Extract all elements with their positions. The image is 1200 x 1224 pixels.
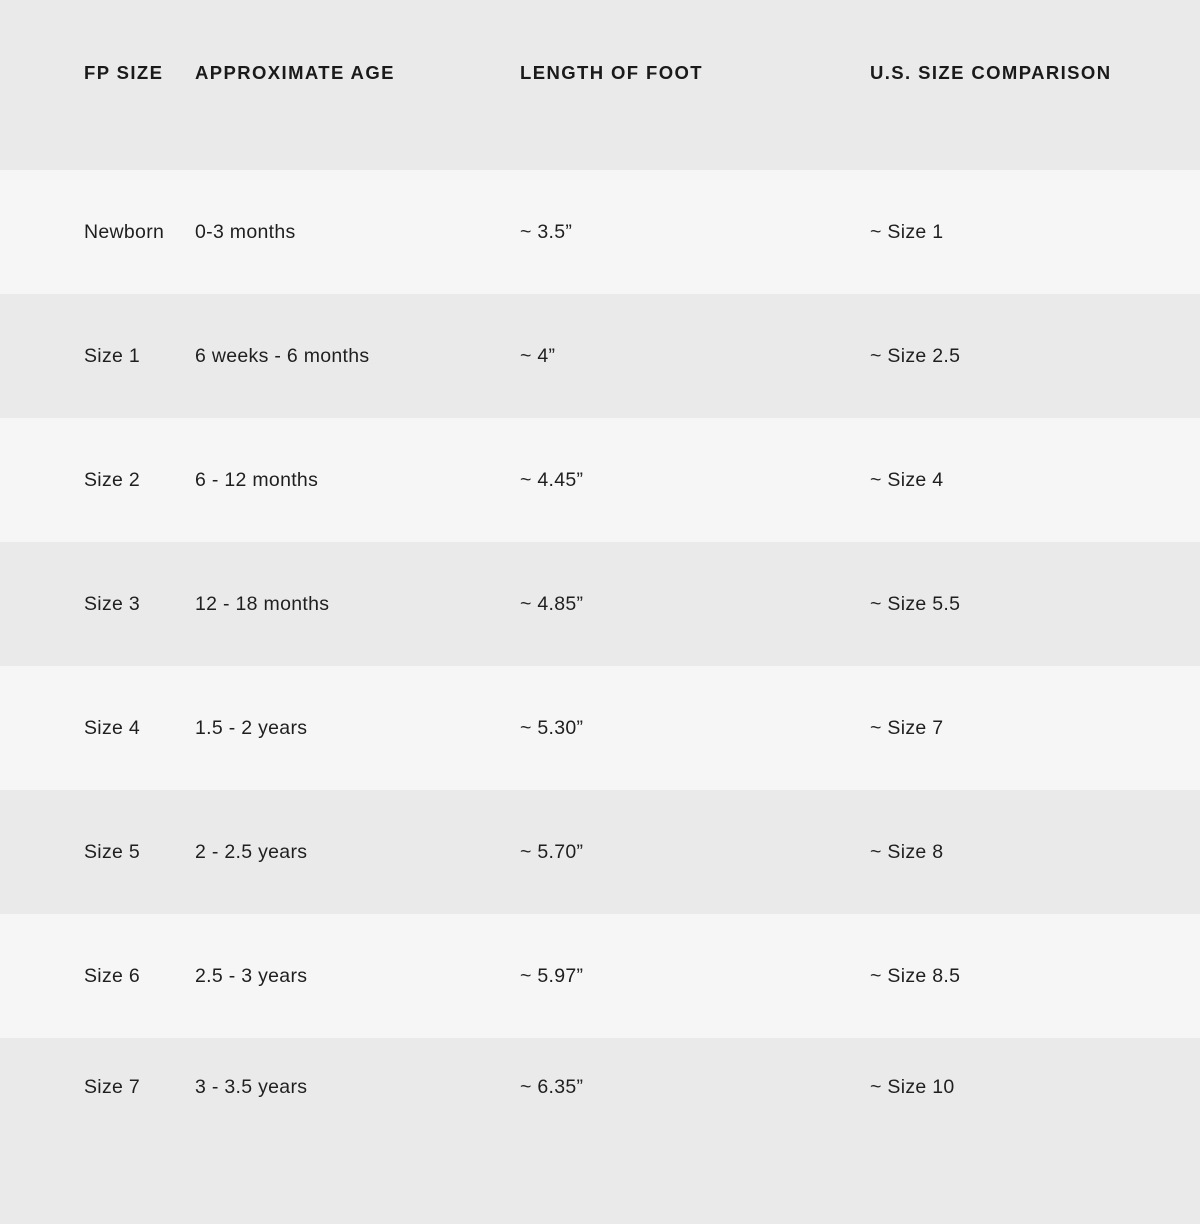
cell-value: ~ Size 10 (870, 1076, 955, 1098)
cell-us-size (810, 469, 1200, 492)
cell-value: ~ Size 8.5 (870, 964, 961, 987)
cell-value: Size 4 (84, 716, 140, 739)
cell-value: Size 7 (84, 1076, 140, 1098)
cell-value: 6 - 12 months (195, 468, 319, 491)
table-row (0, 542, 1200, 666)
cell-value: ~ 4.45” (520, 468, 584, 491)
cell-value: ~ 6.35” (520, 1076, 584, 1098)
cell-fp-size (0, 841, 195, 864)
cell-value: ~ Size 8 (870, 840, 944, 863)
cell-value: 1.5 - 2 years (195, 716, 308, 739)
cell-fp-size (0, 221, 195, 244)
cell-value: 2 - 2.5 years (195, 840, 308, 863)
cell-length-of-foot (520, 593, 810, 616)
cell-us-size (810, 345, 1200, 368)
header-cell-approximate-age (195, 0, 520, 88)
cell-value: 6 weeks - 6 months (195, 344, 370, 367)
column-header-label: LENGTH OF FOOT (520, 62, 704, 83)
cell-value: Size 5 (84, 840, 140, 863)
cell-us-size (810, 965, 1200, 988)
table-row (0, 294, 1200, 418)
table-row (0, 666, 1200, 790)
cell-value: ~ 5.30” (520, 716, 584, 739)
cell-value: ~ 3.5” (520, 220, 573, 243)
cell-length-of-foot (520, 345, 810, 368)
cell-fp-size (0, 469, 195, 492)
table-row (0, 418, 1200, 542)
cell-length-of-foot (520, 469, 810, 492)
column-header-label: FP SIZE (84, 62, 164, 83)
header-cell-us-size-comparison (810, 0, 1200, 88)
cell-length-of-foot (520, 965, 810, 988)
cell-value: ~ 5.70” (520, 840, 584, 863)
table-row (0, 914, 1200, 1038)
cell-value: 3 - 3.5 years (195, 1076, 308, 1098)
cell-us-size (810, 593, 1200, 616)
cell-value: Size 6 (84, 964, 140, 987)
cell-approximate-age (195, 841, 520, 864)
cell-value: Newborn (84, 220, 165, 243)
cell-length-of-foot (520, 221, 810, 244)
table-row (0, 1038, 1200, 1224)
cell-value: 12 - 18 months (195, 592, 330, 615)
table-row (0, 170, 1200, 294)
cell-value: ~ Size 4 (870, 468, 944, 491)
header-cell-length-of-foot (520, 0, 810, 88)
cell-value: ~ 4” (520, 344, 556, 367)
table-header-row (0, 0, 1200, 170)
cell-fp-size (0, 965, 195, 988)
cell-approximate-age (195, 965, 520, 988)
cell-value: Size 1 (84, 344, 140, 367)
cell-value: ~ Size 2.5 (870, 344, 961, 367)
cell-value: ~ Size 7 (870, 716, 944, 739)
cell-value: 2.5 - 3 years (195, 964, 308, 987)
cell-value: ~ 5.97” (520, 964, 584, 987)
cell-value: ~ Size 1 (870, 220, 944, 243)
column-header-label: APPROXIMATE AGE (195, 62, 395, 83)
cell-approximate-age (195, 345, 520, 368)
cell-fp-size (0, 345, 195, 368)
cell-value: 0-3 months (195, 220, 296, 243)
cell-fp-size (0, 593, 195, 616)
cell-approximate-age (195, 221, 520, 244)
cell-fp-size (0, 717, 195, 740)
table-row (0, 790, 1200, 914)
cell-approximate-age (195, 469, 520, 492)
cell-us-size (810, 1038, 1200, 1099)
cell-length-of-foot (520, 841, 810, 864)
column-header-label: U.S. SIZE COMPARISON (870, 62, 1112, 83)
cell-us-size (810, 221, 1200, 244)
cell-approximate-age (195, 593, 520, 616)
cell-us-size (810, 841, 1200, 864)
cell-value: ~ 4.85” (520, 592, 584, 615)
cell-value: Size 3 (84, 592, 140, 615)
cell-length-of-foot (520, 717, 810, 740)
cell-value: Size 2 (84, 468, 140, 491)
cell-approximate-age (195, 717, 520, 740)
cell-us-size (810, 717, 1200, 740)
cell-fp-size (0, 1038, 195, 1099)
cell-value: ~ Size 5.5 (870, 592, 961, 615)
cell-approximate-age (195, 1038, 520, 1099)
header-cell-fp-size (0, 0, 195, 88)
cell-length-of-foot (520, 1038, 810, 1099)
